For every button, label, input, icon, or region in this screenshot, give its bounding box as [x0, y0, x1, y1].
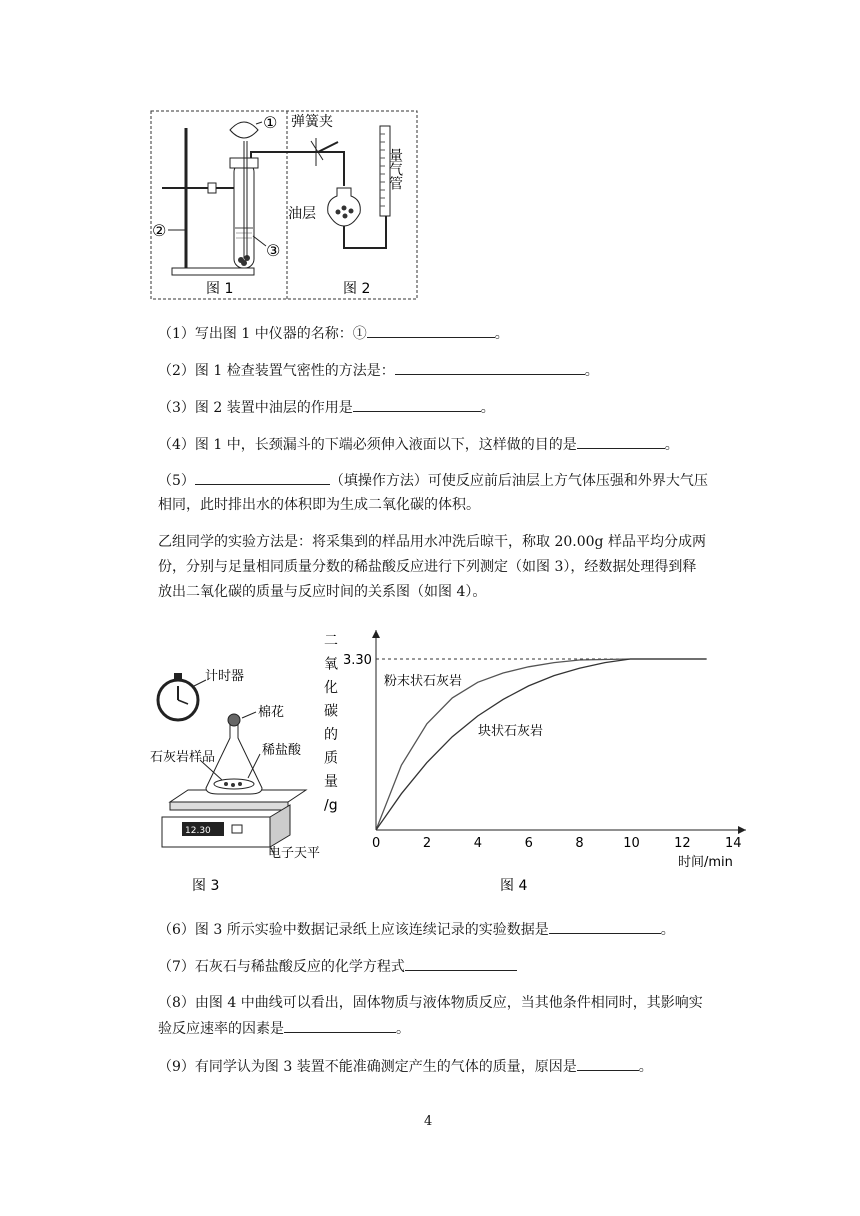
acid-label: 稀盐酸	[262, 743, 302, 758]
x-tick-label: 12	[674, 836, 691, 851]
balance-label: 电子天平	[268, 846, 321, 861]
x-axis-label: 时间/min	[678, 855, 733, 870]
sample-label: 石灰岩样品	[150, 750, 216, 765]
series-label-powder: 粉末状石灰岩	[384, 674, 463, 689]
q2-answer-blank[interactable]	[395, 359, 585, 375]
fig2-caption: 图 2	[343, 281, 371, 297]
x-tick-label: 6	[524, 836, 533, 851]
fig3-caption: 图 3	[192, 878, 220, 894]
x-tick-label: 4	[473, 836, 482, 851]
balance-display: 12.30	[185, 826, 211, 836]
x-tick-label: 8	[575, 836, 584, 851]
x-tick-labels	[372, 836, 742, 851]
page-number: 4	[424, 1114, 433, 1129]
question-9: （9）有同学认为图 3 装置不能准确测定产生的气体的质量，原因是 。	[158, 1055, 653, 1078]
x-tick-label: 2	[422, 836, 432, 851]
question-7: （7）石灰石与稀盐酸反应的化学方程式	[158, 955, 517, 978]
x-tick-label: 0	[372, 836, 381, 851]
fig4-caption: 图 4	[500, 878, 528, 894]
y-axis-label-char: 氧	[324, 656, 338, 673]
y-axis-label-char: 化	[324, 680, 338, 696]
y-axis-label-char: /g	[324, 797, 338, 814]
fig1-caption: 图 1	[206, 281, 234, 297]
q3-answer-blank[interactable]	[353, 396, 481, 412]
question-1: （1）写出图 1 中仪器的名称：① 。	[158, 322, 509, 345]
y-axis-label	[324, 633, 338, 814]
question-5-line-2: 相同，此时排出水的体积即为生成二氧化碳的体积。	[158, 497, 480, 513]
stopwatch-icon	[158, 673, 198, 720]
paragraph-line-2: 份，分别与足量相同质量分数的稀盐酸反应进行下列测定（如图 3），经数据处理得到释	[158, 559, 697, 575]
question-4: （4）图 1 中，长颈漏斗的下端必须伸入液面以下，这样做的目的是 。	[158, 433, 679, 456]
series-label-lump: 块状石灰岩	[478, 724, 544, 739]
timer-label: 计时器	[205, 669, 245, 684]
question-2: （2）图 1 检查装置气密性的方法是： 。	[158, 359, 599, 382]
q7-answer-blank[interactable]	[405, 955, 517, 971]
q4-answer-blank[interactable]	[577, 433, 665, 449]
x-tick-label: 14	[725, 836, 742, 851]
y-axis-label-char: 质	[324, 750, 338, 767]
y-axis-arrow	[372, 630, 380, 638]
cotton-label: 棉花	[258, 705, 285, 720]
q1-answer-blank[interactable]	[367, 322, 495, 338]
question-6: （6）图 3 所示实验中数据记录纸上应该连续记录的实验数据是 。	[158, 918, 675, 941]
question-3: （3）图 2 装置中油层的作用是 。	[158, 396, 495, 419]
question-8: 验反应速率的因素是 。	[158, 1017, 410, 1040]
q5-answer-blank[interactable]	[195, 469, 330, 485]
y-axis-label-char: 碳	[324, 703, 338, 720]
x-tick-label: 10	[623, 836, 640, 851]
chart-axes	[372, 630, 746, 834]
question-8-line-1: （8）由图 4 中曲线可以看出，固体物质与液体物质反应，当其他条件相同时，其影响实	[158, 995, 703, 1011]
label-1: ①	[263, 113, 278, 132]
q6-answer-blank[interactable]	[549, 918, 661, 934]
y-tick-label: 3.30	[343, 653, 372, 668]
label-3: ③	[266, 241, 281, 260]
question-5: （5） （填操作方法）可使反应前后油层上方气体压强和外界大气压	[158, 469, 708, 492]
label-2: ②	[152, 221, 167, 240]
co2-mass-chart	[310, 615, 750, 895]
y-axis-label-char: 量	[324, 774, 338, 790]
y-axis-label-char: 的	[324, 727, 338, 743]
spring-clamp-label: 弹簧夹	[291, 114, 333, 130]
oil-layer-label: 油层	[288, 206, 316, 222]
q9-answer-blank[interactable]	[577, 1055, 639, 1071]
apparatus-figure-1-2	[148, 108, 423, 303]
y-axis-label-char: 二	[324, 633, 338, 649]
paragraph-line-3: 放出二氧化碳的质量与反应时间的关系图（如图 4）。	[158, 584, 487, 600]
paragraph-line-1: 乙组同学的实验方法是：将采集到的样品用水冲洗后晾干，称取 20.00g 样品平均分成两	[158, 534, 706, 550]
q8-answer-blank[interactable]	[284, 1017, 396, 1033]
gas-tube-label: 量气管	[387, 148, 403, 190]
x-axis-arrow	[738, 826, 746, 834]
